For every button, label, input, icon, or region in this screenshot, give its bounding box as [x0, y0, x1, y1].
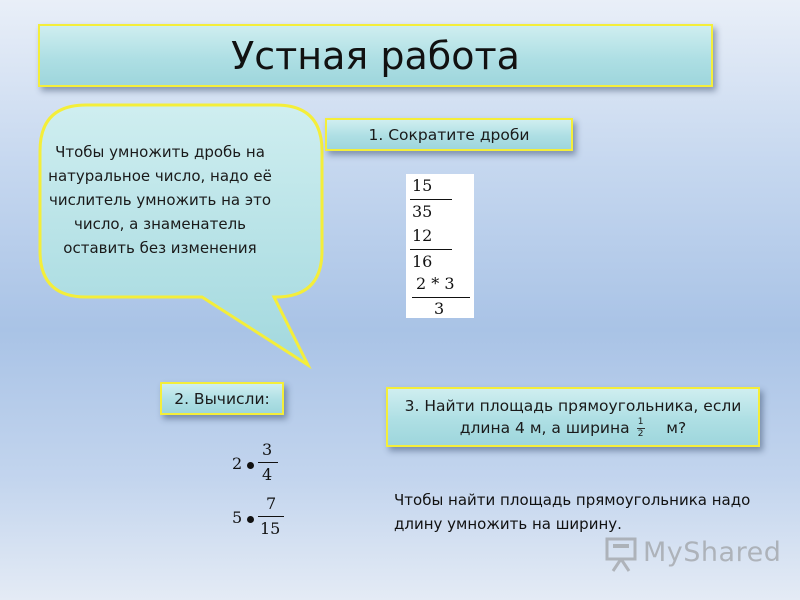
expression-2-denominator: 15: [260, 519, 281, 538]
fraction-3-bar: [412, 297, 470, 298]
task-3-line-2-start: длина 4 м, а ширина: [459, 419, 630, 437]
task-2-label: [160, 382, 284, 415]
fraction-3-numerator: 2 * 3: [416, 274, 455, 293]
expression-1-bar: [258, 462, 278, 463]
slide-title: [38, 24, 713, 87]
area-rule-text: Чтобы найти площадь прямоугольника надо длину умножить на ширину.: [394, 491, 751, 533]
watermark-logo: [605, 535, 782, 575]
bubble-rule-text: Чтобы умножить дробь на натуральное число, надо её числитель умножить на это число, а знаменатель оставить без изменения: [48, 143, 272, 257]
slide-title-text: Устная работа: [231, 33, 520, 78]
fraction-2-denominator: 16: [412, 252, 433, 271]
multiply-dot: [247, 462, 254, 469]
expression-2: [232, 494, 292, 544]
logo-text: MyShared: [643, 537, 782, 568]
task-3-line-1: 3. Найти площадь прямоугольника, если: [404, 397, 742, 415]
expression-1: [232, 440, 292, 490]
multiply-dot: [247, 516, 254, 523]
fractions-to-reduce: [406, 174, 474, 318]
fraction-1-numerator: 15: [412, 176, 433, 195]
expression-1-whole: 2: [232, 454, 243, 473]
task-2-text: 2. Вычисли:: [174, 389, 270, 408]
expression-1-numerator: 3: [262, 440, 273, 459]
width-fraction-denominator: 2: [637, 429, 644, 439]
expression-1-denominator: 4: [262, 465, 273, 484]
task-3-line-2: [460, 417, 686, 439]
fraction-2-numerator: 12: [412, 226, 433, 245]
fraction-1-bar: [410, 199, 452, 200]
width-fraction: [637, 418, 645, 439]
task-3-line-2-end: м?: [666, 419, 687, 437]
task-1-text: 1. Сократите дроби: [368, 125, 530, 144]
fraction-2-bar: [410, 249, 452, 250]
expression-2-whole: 5: [232, 508, 243, 527]
expression-2-numerator: 7: [266, 494, 277, 513]
fraction-3-denominator: 3: [434, 299, 445, 318]
task-3-label: [386, 387, 760, 447]
expression-2-bar: [258, 516, 284, 517]
task-1-label: [325, 118, 573, 151]
width-fraction-numerator: 1: [637, 417, 644, 427]
projector-icon: [605, 535, 639, 573]
fraction-1-denominator: 35: [412, 202, 433, 221]
